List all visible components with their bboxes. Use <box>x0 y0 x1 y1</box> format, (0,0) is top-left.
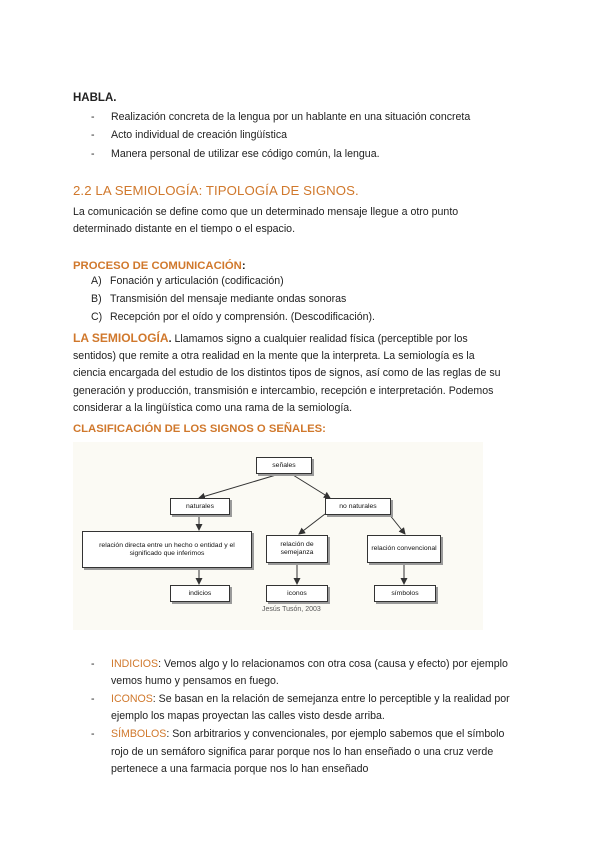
simbolos-line-1 <box>111 727 504 741</box>
semiologia-paragraph-line-5: considerar a la lingüística como una rama de la semiología. <box>73 402 353 414</box>
arrow-senales-no-naturales <box>293 475 330 498</box>
proceso-letter-c: C) <box>91 311 103 323</box>
semiologia-paragraph-line-1 <box>73 331 468 346</box>
node-iconos: iconos <box>266 585 328 602</box>
proceso-letter-a: A) <box>91 275 102 287</box>
bullet-dash: - <box>91 728 95 740</box>
node-simbolos: símbolos <box>374 585 436 602</box>
proceso-item-b: Transmisión del mensaje mediante ondas sonoras <box>110 293 347 305</box>
simbolos-line-3: pertenece a una farmacia porque nos lo han enseñado <box>111 763 369 775</box>
habla-item-2: Acto individual de creación lingüística <box>111 129 288 141</box>
bullet-dash: - <box>91 111 95 123</box>
arrow-senales-naturales <box>199 475 276 498</box>
semiologia-paragraph-line-4: generación y producción, transmisión e intercambio, recepción e interpretación. Podemos <box>73 385 494 397</box>
signs-classification-diagram <box>73 442 483 630</box>
iconos-line-1 <box>111 692 510 706</box>
node-senales: señales <box>256 457 312 474</box>
node-relacion-directa: relación directa entre un hecho o entidad y el significado que inferimos <box>82 531 252 568</box>
bullet-dash: - <box>91 658 95 670</box>
indicios-term: INDICIOS <box>111 658 159 670</box>
bullet-dash: - <box>91 148 95 160</box>
intro-line-1: La comunicación se define como que un determinado mensaje llegue a otro punto <box>73 206 459 218</box>
simbolos-line-2: rojo de un semáforo significa parar porque nos lo han enseñado o una cruz verde <box>111 746 494 758</box>
node-indicios: indicios <box>170 585 230 602</box>
simbolos-term: SÍMBOLOS <box>111 728 167 740</box>
semiologia-paragraph-line-3: ciencia encargada del estudio de los distintos tipos de signos, así como de las reglas de su <box>73 367 501 379</box>
indicios-line-1 <box>111 657 508 671</box>
iconos-term: ICONOS <box>111 693 153 705</box>
proceso-item-c: Recepción por el oído y comprensión. (Descodificación). <box>110 311 375 323</box>
proceso-heading-colon: : <box>241 260 246 272</box>
proceso-item-a: Fonación y articulación (codificación) <box>110 275 284 287</box>
node-no-naturales: no naturales <box>325 498 391 515</box>
proceso-heading-text: PROCESO DE COMUNICACIÓN <box>73 260 242 272</box>
arrow-no-naturales-semejanza <box>299 514 325 534</box>
bullet-dash: - <box>91 693 95 705</box>
intro-line-2: determinado distante en el tiempo o el espacio. <box>73 223 296 235</box>
proceso-heading <box>73 256 246 274</box>
node-relacion-semejanza: relación de semejanza <box>266 535 328 563</box>
simbolos-text: : Son arbitrarios y convencionales, por ejemplo sabemos que el símbolo <box>166 728 505 740</box>
node-naturales: naturales <box>170 498 230 515</box>
semiologia-line-1-text: Llamamos signo a cualquier realidad física (perceptible por los <box>171 333 468 345</box>
indicios-line-2: vemos humo y pensamos en fuego. <box>111 675 279 687</box>
arrow-no-naturales-convencional <box>389 514 405 534</box>
iconos-text: : Se basan en la relación de semejanza entre lo perceptible y la realidad por <box>152 693 510 705</box>
diagram-credit: Jesús Tusón, 2003 <box>262 606 321 613</box>
section-heading-semiologia: 2.2 LA SEMIOLOGÍA: TIPOLOGÍA DE SIGNOS. <box>73 183 359 198</box>
indicios-text: : Vemos algo y lo relacionamos con otra cosa (causa y efecto) por ejemplo <box>158 658 508 670</box>
proceso-letter-b: B) <box>91 293 102 305</box>
habla-item-3: Manera personal de utilizar ese código común, la lengua. <box>111 148 380 160</box>
bullet-dash: - <box>91 129 95 141</box>
semiologia-paragraph-line-2: sentidos) que remite a otra realidad en la mente que la interpreta. La semiología es la <box>73 350 475 362</box>
iconos-line-2: ejemplo los mapas proyectan las calles visto desde arriba. <box>111 710 385 722</box>
clasificacion-heading: CLASIFICACIÓN DE LOS SIGNOS O SEÑALES: <box>73 423 326 435</box>
habla-item-1: Realización concreta de la lengua por un hablante en una situación concreta <box>111 111 471 123</box>
habla-heading: HABLA. <box>73 92 117 104</box>
semiologia-dot: . <box>168 333 172 345</box>
node-relacion-convencional: relación convencional <box>367 535 441 563</box>
semiologia-label: LA SEMIOLOGÍA <box>73 331 169 345</box>
